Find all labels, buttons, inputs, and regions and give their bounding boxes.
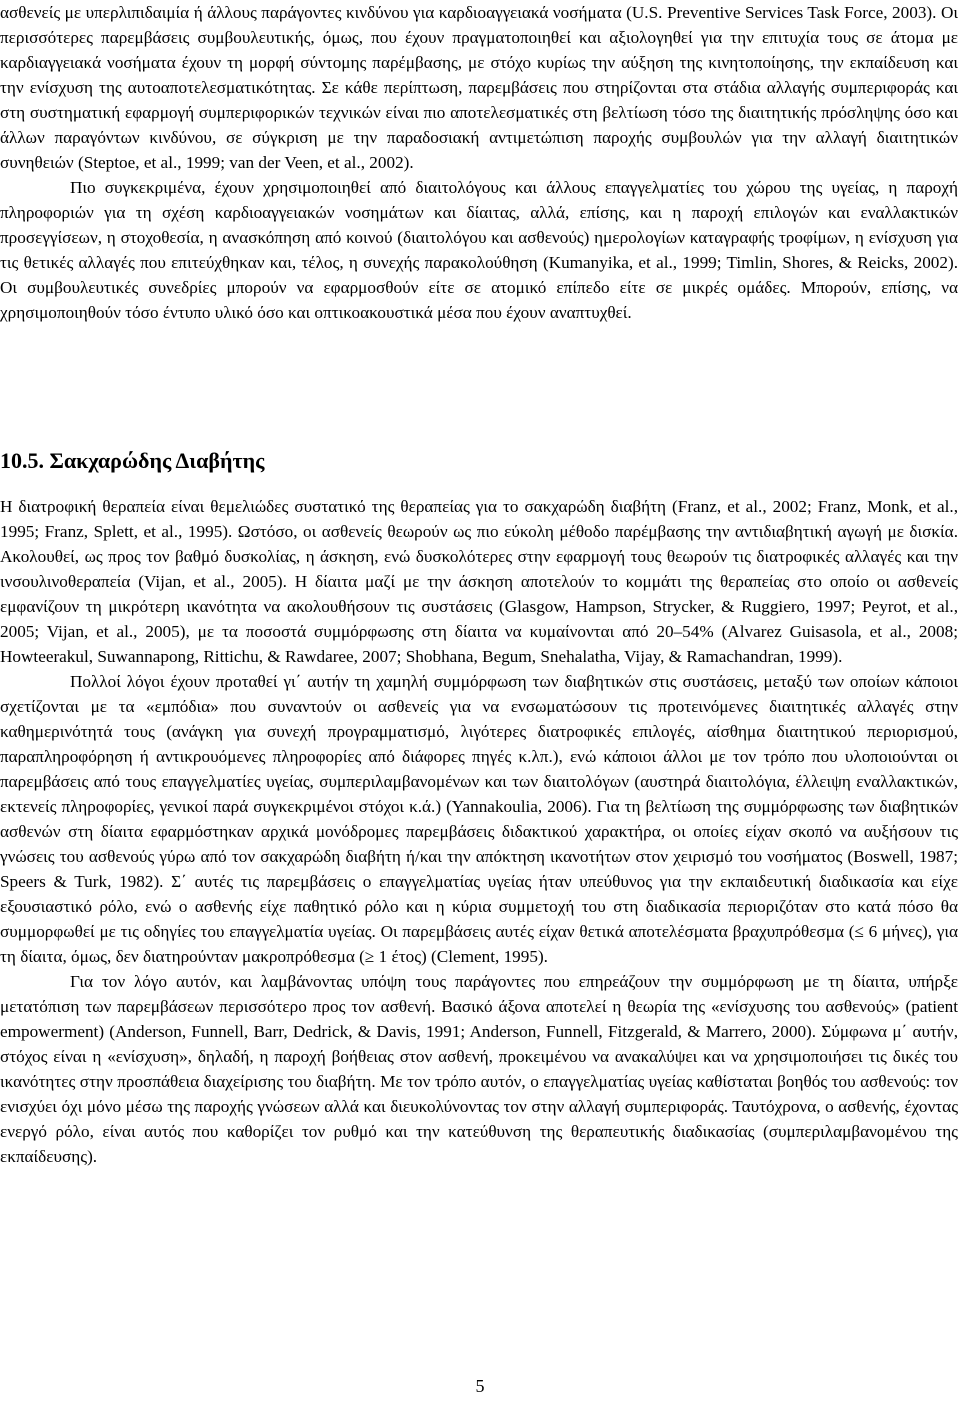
paragraph: Η διατροφική θεραπεία είναι θεμελιώδες συστατικό της θεραπείας για το σακχαρώδη διαβήτη (Franz, et al., 2002; Franz, Monk, et al., 1995; Franz, Splett, et al., 1995). Ωστόσο, οι ασθενείς θεωρούν ως πιο εύκολη μέθοδο παρέμβασης την αντιδιαβητική αγωγή με δισκία. Ακολουθεί, ως προς τον βαθμό δυσκολίας, η άσκηση, ενώ δυσκολότερες στην εφαρμογή τους θεωρούν τις διατροφικές αλλαγές και την ινσουλινοθεραπεία (Vijan, et al., 2005). Η δίαιτα μαζί με την άσκηση αποτελούν το κομμάτι της θεραπείας στο οποίο οι ασθενείς εμφανίζουν τη μικρότερη ικανότητα να ακολουθήσουν τις συστάσεις (Glasgow, Hampson, Strycker, & Ruggiero, 1997; Peyrot, et al., 2005; Vijan, et al., 2005), με τα ποσοστά συμμόρφωσης στη δίαιτα να κυμαίνονται από 20–54% (Alvarez Guisasola, et al., 2008; Howteerakul, Suwannapong, Rittichu, & Rawdaree, 2007; Shobhana, Begum, Snehalatha, Vijay, & Ramachandran, 1999). <box>0 497 958 666</box>
text-block-section <box>0 494 958 1169</box>
paragraph: Πολλοί λόγοι έχουν προταθεί γι΄ αυτήν τη χαμηλή συμμόρφωση των διαβητικών στις συστάσεις, μεταξύ των οποίων κάποιοι σχετίζονται με τα «εμπόδια» που συναντούν οι ασθενείς για να ενσωματώσουν τις προτεινόμενες διαιτητικές αλλαγές στην καθημερινότητά τους (ανάγκη για συνεχή προγραμματισμό, λιγότερες διατροφικές επιλογές, αίσθημα διαιτητικού περιορισμού, παραπληροφόρηση ή αντικρουόμενες πληροφορίες από διάφορες πηγές κ.λπ.), ενώ κάποιοι άλλοι με τον τρόπο που υλοποιούνται οι παρεμβάσεις από τους επαγγελματίες υγείας, συμπεριλαμβανομένων και των διαιτολόγων (αυστηρά διαιτολόγια, έλλειψη εναλλακτικών, εκτενείς πληροφορίες, γενικοί παρά συγκεκριμένοι στόχοι κ.ά.) (Yannakoulia, 2006). Για τη βελτίωση της συμμόρφωσης των διαβητικών ασθενών στη δίαιτα εφαρμόστηκαν αρχικά μονόδρομες παρεμβάσεις διδακτικού χαρακτήρα, οι οποίες είχαν σκοπό να αυξήσουν τις γνώσεις του ασθενούς γύρω από τον σακχαρώδη διαβήτη ή/και την απόκτηση ικανοτήτων στον χειρισμό του νοσήματος (Boswell, 1987; Speers & Turk, 1982). Σ΄ αυτές τις παρεμβάσεις ο επαγγελματίας υγείας ήταν υπεύθυνος για την εκπαιδευτική διαδικασία και είχε εξουσιαστικό ρόλο, ενώ ο ασθενής είχε παθητικό ρόλο και η κύρια συμμετοχή του στη διαδικασία περιοριζόταν στο κατά πόσο θα συμμορφωθεί με τις οδηγίες του επαγγελματία υγείας. Οι παρεμβάσεις αυτές είχαν θετικά αποτελέσματα βραχυπρόθεσμα (≤ 6 μήνες), για τη δίαιτα, όμως, δεν διατηρούνταν μακροπρόθεσμα (≥ 1 έτος) (Clement, 1995). <box>0 672 958 966</box>
text-block-top <box>0 0 958 325</box>
section-heading: 10.5. Σακχαρώδης Διαβήτης <box>0 448 265 473</box>
page-number: 5 <box>475 1376 485 1396</box>
paragraph: Για τον λόγο αυτόν, και λαμβάνοντας υπόψη τους παράγοντες που επηρεάζουν την συμμόρφωση με τη δίαιτα, υπήρξε μετατόπιση των παρεμβάσεων περισσότερο προς τον ασθενή. Βασικό άξονα αποτελεί η θεωρία της «ενίσχυσης του ασθενούς» (patient empowerment) (Anderson, Funnell, Barr, Dedrick, & Davis, 1991; Anderson, Funnell, Fitzgerald, & Marrero, 2000). Σύμφωνα μ΄ αυτήν, στόχος είναι η «ενίσχυση», δηλαδή, η παροχή βοήθειας στον ασθενή, προκειμένου να ανακαλύψει και να χρησιμοποιήσει τις δικές του ικανότητες στην προσπάθεια διαχείρισης του διαβήτη. Με τον τρόπο αυτόν, ο επαγγελματίας υγείας καθίσταται βοηθός του ασθενούς: τον ενισχύει όχι μόνο μέσω της παροχής γνώσεων αλλά και διευκολύνοντας τον στην αλλαγή συμπεριφοράς. Ταυτόχρονα, ο ασθενής, έχοντας ενεργό ρόλο, είναι αυτός που καθορίζει τον ρυθμό και την κατεύθυνση της θεραπευτικής διαδικασίας (συμπεριλαμβανομένου της εκπαίδευσης). <box>0 972 958 1166</box>
paragraph: ασθενείς με υπερλιπιδαιμία ή άλλους παράγοντες κινδύνου για καρδιοαγγειακά νοσήματα (U.S. Preventive Services Task Force, 2003). Οι περισσότερες παρεμβάσεις συμβουλευτικής, όμως, που έχουν πραγματοποιηθεί και αξιολογηθεί για την επιτυχία τους σε άτομα με καρδιαγγειακά νοσήματα έχουν τη μορφή σύντομης παρέμβασης, με στόχο κυρίως την αύξηση της κινητοποίησης, την εκπαίδευση και την ενίσχυση της αυτοαποτελεσματικότητας. Σε κάθε περίπτωση, παρεμβάσεις που στηρίζονται στα στάδια αλλαγής συμπεριφοράς και στη συστηματική εφαρμογή συμπεριφορικών τεχνικών είναι πιο αποτελεσματικές στη βελτίωση τόσο της διαιτητικής πρόσληψης όσο και άλλων παραγόντων κινδύνου, σε σύγκριση με την παραδοσιακή αντιμετώπιση παροχής συμβουλών για την αλλαγή διαιτητικών συνηθειών (Steptoe, et al., 1999; van der Veen, et al., 2002). <box>0 3 958 172</box>
paragraph: Πιο συγκεκριμένα, έχουν χρησιμοποιηθεί από διαιτολόγους και άλλους επαγγελματίες του χώρου της υγείας, η παροχή πληροφοριών για τη σχέση καρδιοαγγειακών νοσημάτων και δίαιτας, αλλά, επίσης, και η παροχή επιλογών και εναλλακτικών προσεγγίσεων, η στοχοθεσία, η ανασκόπηση από κοινού (διαιτολόγου και ασθενούς) ημερολογίων καταγραφής τροφίμων, η ενίσχυση για τις θετικές αλλαγές που επιτεύχθηκαν και, τέλος, η συνεχής παρακολούθηση (Kumanyika, et al., 1999; Timlin, Shores, & Reicks, 2002). Οι συμβουλευτικές συνεδρίες μπορούν να εφαρμοσθούν είτε σε ατομικό επίπεδο είτε σε μικρές ομάδες. Μπορούν, επίσης, να χρησιμοποιηθούν τόσο έντυπο υλικό όσο και οπτικοακουστικά μέσα που έχουν αναπτυχθεί. <box>0 178 958 322</box>
